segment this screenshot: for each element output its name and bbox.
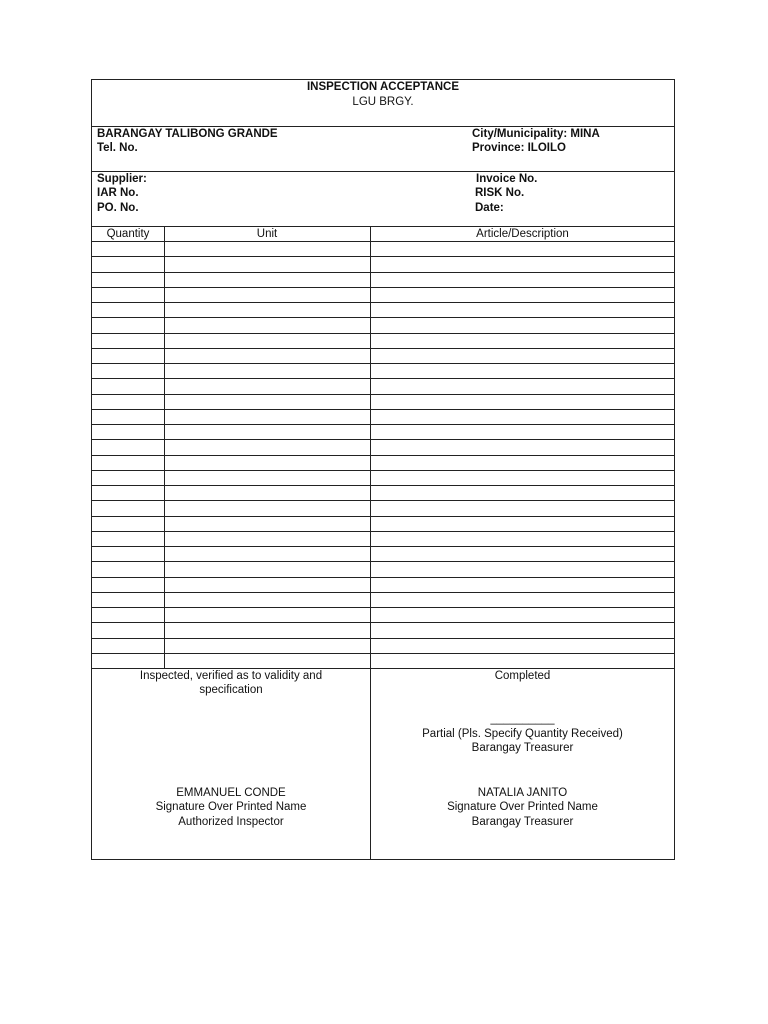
table-cell	[370, 654, 675, 668]
risk-no-label: RISK No.	[475, 187, 525, 199]
po-no-label: PO. No.	[97, 202, 139, 214]
table-row	[92, 562, 674, 577]
table-cell	[370, 578, 675, 592]
table-cell	[164, 288, 370, 302]
table-row	[92, 303, 674, 318]
table-row	[92, 242, 674, 257]
table-cell	[164, 532, 370, 546]
supplier-label: Supplier:	[97, 173, 147, 185]
table-cell	[164, 517, 370, 531]
inspector-role: Authorized Inspector	[178, 816, 284, 828]
table-cell	[92, 379, 164, 393]
treasurer-signature-label: Signature Over Printed Name	[447, 801, 598, 813]
table-row	[92, 654, 674, 669]
table-cell	[164, 318, 370, 332]
table-row	[92, 608, 674, 623]
form-subtitle: LGU BRGY.	[352, 96, 414, 108]
table-cell	[370, 593, 675, 607]
table-row	[92, 501, 674, 516]
table-cell	[370, 349, 675, 363]
table-cell	[164, 349, 370, 363]
table-cell	[92, 395, 164, 409]
table-cell	[92, 654, 164, 668]
table-cell	[164, 273, 370, 287]
inspection-statement-line2: specification	[199, 684, 263, 696]
table-cell	[164, 593, 370, 607]
table-cell	[92, 410, 164, 424]
completed-label: Completed	[494, 670, 551, 682]
table-row	[92, 639, 674, 654]
table-cell	[92, 501, 164, 515]
table-cell	[370, 303, 675, 317]
table-cell	[164, 440, 370, 454]
table-row	[92, 593, 674, 608]
inspector-name: EMMANUEL CONDE	[176, 787, 286, 799]
inspection-statement-line1: Inspected, verified as to validity and	[139, 670, 323, 682]
table-cell	[370, 456, 675, 470]
partial-treasurer-role: Barangay Treasurer	[471, 742, 574, 754]
table-cell	[92, 440, 164, 454]
table-cell	[370, 318, 675, 332]
table-cell	[370, 395, 675, 409]
table-cell	[370, 288, 675, 302]
table-row	[92, 517, 674, 532]
table-cell	[92, 334, 164, 348]
table-cell	[92, 349, 164, 363]
table-cell	[92, 257, 164, 271]
barangay-name: BARANGAY TALIBONG GRANDE	[97, 128, 278, 140]
table-cell	[370, 410, 675, 424]
table-cell	[92, 471, 164, 485]
barangay-section	[92, 127, 674, 172]
form-title-section	[92, 80, 674, 127]
table-cell	[92, 456, 164, 470]
table-row	[92, 395, 674, 410]
table-cell	[92, 532, 164, 546]
table-cell	[164, 639, 370, 653]
table-cell	[92, 273, 164, 287]
table-cell	[164, 425, 370, 439]
column-header-article-description: Article/Description	[476, 228, 569, 240]
table-cell	[164, 334, 370, 348]
column-header-quantity: Quantity	[106, 228, 150, 240]
table-cell	[92, 364, 164, 378]
inspector-signature-label: Signature Over Printed Name	[155, 801, 307, 813]
table-cell	[370, 379, 675, 393]
table-cell	[92, 623, 164, 637]
table-cell	[92, 288, 164, 302]
table-cell	[92, 486, 164, 500]
table-cell	[370, 608, 675, 622]
table-cell	[164, 456, 370, 470]
table-cell	[370, 257, 675, 271]
form-title: INSPECTION ACCEPTANCE	[306, 81, 460, 93]
table-cell	[164, 578, 370, 592]
table-cell	[370, 273, 675, 287]
table-cell	[370, 623, 675, 637]
table-cell	[370, 532, 675, 546]
table-cell	[164, 379, 370, 393]
table-cell	[164, 410, 370, 424]
table-cell	[164, 547, 370, 561]
table-cell	[92, 318, 164, 332]
table-cell	[370, 334, 675, 348]
signature-section	[92, 669, 674, 860]
table-cell	[164, 623, 370, 637]
table-row	[92, 318, 674, 333]
province-label: Province: ILOILO	[472, 142, 566, 154]
inspection-column	[92, 669, 370, 860]
table-cell	[164, 364, 370, 378]
table-cell	[164, 471, 370, 485]
supplier-section	[92, 172, 674, 227]
acceptance-column	[370, 669, 675, 860]
table-row	[92, 578, 674, 593]
table-row	[92, 257, 674, 272]
partial-quantity-blank: __________	[490, 713, 555, 725]
table-row	[92, 547, 674, 562]
column-header-unit: Unit	[256, 228, 278, 240]
table-row	[92, 273, 674, 288]
table-row	[92, 471, 674, 486]
iar-no-label: IAR No.	[97, 187, 139, 199]
table-cell	[92, 242, 164, 256]
table-cell	[164, 303, 370, 317]
table-cell	[164, 486, 370, 500]
table-row	[92, 425, 674, 440]
table-cell	[92, 639, 164, 653]
table-cell	[92, 303, 164, 317]
table-row	[92, 364, 674, 379]
table-row	[92, 623, 674, 638]
table-header-row	[92, 227, 674, 242]
table-cell	[92, 593, 164, 607]
table-cell	[92, 608, 164, 622]
table-cell	[164, 608, 370, 622]
table-cell	[92, 517, 164, 531]
date-label: Date:	[475, 202, 504, 214]
table-row	[92, 410, 674, 425]
table-cell	[164, 654, 370, 668]
table-cell	[370, 486, 675, 500]
table-cell	[370, 562, 675, 576]
partial-label: Partial (Pls. Specify Quantity Received)	[422, 728, 623, 740]
table-cell	[370, 364, 675, 378]
table-row	[92, 334, 674, 349]
table-cell	[370, 471, 675, 485]
table-cell	[92, 578, 164, 592]
table-row	[92, 532, 674, 547]
table-cell	[92, 547, 164, 561]
table-cell	[370, 501, 675, 515]
table-cell	[164, 395, 370, 409]
table-cell	[164, 257, 370, 271]
table-cell	[370, 547, 675, 561]
table-cell	[164, 501, 370, 515]
invoice-no-label: Invoice No.	[476, 173, 538, 185]
table-cell	[370, 242, 675, 256]
table-row	[92, 486, 674, 501]
table-cell	[92, 562, 164, 576]
table-cell	[92, 425, 164, 439]
city-municipality-label: City/Municipality: MINA	[472, 128, 600, 140]
table-row	[92, 288, 674, 303]
table-cell	[370, 639, 675, 653]
treasurer-role: Barangay Treasurer	[471, 816, 574, 828]
table-row	[92, 456, 674, 471]
tel-no-label: Tel. No.	[97, 142, 138, 154]
inspection-acceptance-form	[91, 79, 675, 860]
table-cell	[370, 440, 675, 454]
table-row	[92, 349, 674, 364]
items-table	[92, 227, 674, 669]
table-cell	[164, 562, 370, 576]
table-row	[92, 379, 674, 394]
table-cell	[370, 425, 675, 439]
table-cell	[370, 517, 675, 531]
table-cell	[164, 242, 370, 256]
treasurer-name: NATALIA JANITO	[477, 787, 568, 799]
table-row	[92, 440, 674, 455]
